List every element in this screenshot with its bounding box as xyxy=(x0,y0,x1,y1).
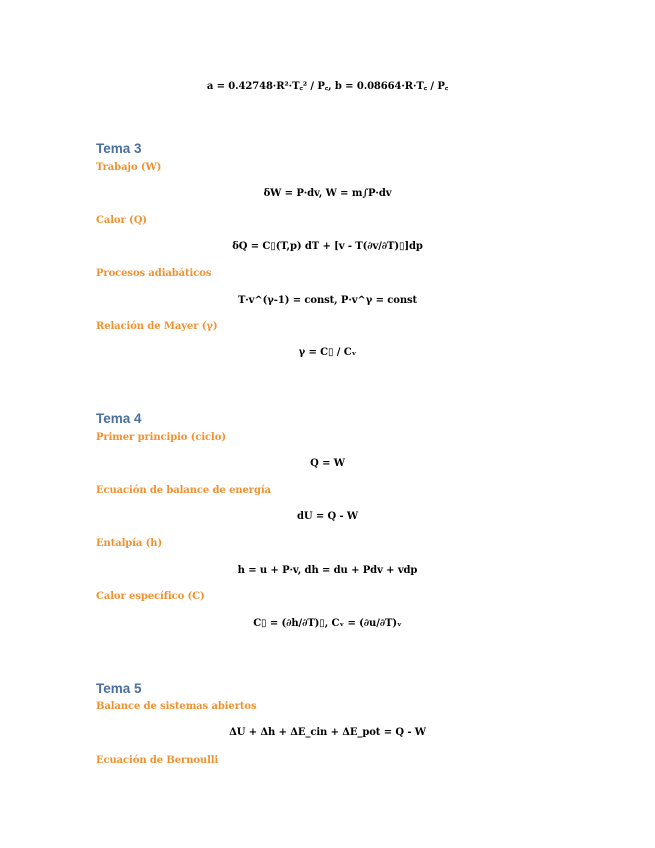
formula-calor: δQ = C▯(T,p) dT + [v - T(∂v/∂T)▯]dp xyxy=(232,241,423,252)
subheading-calor-especifico: Calor específico (C) xyxy=(96,591,205,602)
subheading-relacion-mayer: Relación de Mayer (γ) xyxy=(96,321,218,332)
formula-procesos-adiabaticos: T·v^(γ-1) = const, P·v^γ = const xyxy=(237,295,418,306)
formula-primer-principio: Q = W xyxy=(310,458,345,469)
heading-tema-4: Tema 4 xyxy=(96,411,142,426)
subheading-entalpia: Entalpía (h) xyxy=(96,538,163,549)
formula-entalpia: h = u + P·v, dh = du + Pdv + vdp xyxy=(237,565,418,576)
formula-relacion-mayer: γ = C▯ / Cᵥ xyxy=(298,347,357,358)
subheading-ecuacion-bernoulli: Ecuación de Bernoulli xyxy=(96,755,219,766)
formula-balance-sistemas-abiertos: ΔU + Δh + ΔE_cin + ΔE_pot = Q - W xyxy=(229,727,426,738)
subheading-calor: Calor (Q) xyxy=(96,215,147,226)
subheading-primer-principio: Primer principio (ciclo) xyxy=(96,432,226,443)
subheading-trabajo: Trabajo (W) xyxy=(96,162,162,173)
formula-calor-especifico: C▯ = (∂h/∂T)▯, Cᵥ = (∂u/∂T)ᵥ xyxy=(253,618,402,629)
heading-tema-3: Tema 3 xyxy=(96,141,142,156)
formula-balance-energia: dU = Q - W xyxy=(296,511,359,522)
formula-cubic-eos-constants: a = 0.42748·R²·T꜀² / P꜀, b = 0.08664·R·T꜀ / P꜀ xyxy=(206,81,449,92)
formula-trabajo: δW = P·dv, W = m∫P·dv xyxy=(263,188,392,199)
subheading-balance-sistemas-abiertos: Balance de sistemas abiertos xyxy=(96,701,257,712)
subheading-balance-energia: Ecuación de balance de energía xyxy=(96,485,271,496)
heading-tema-5: Tema 5 xyxy=(96,681,142,696)
subheading-procesos-adiabaticos: Procesos adiabáticos xyxy=(96,268,212,279)
